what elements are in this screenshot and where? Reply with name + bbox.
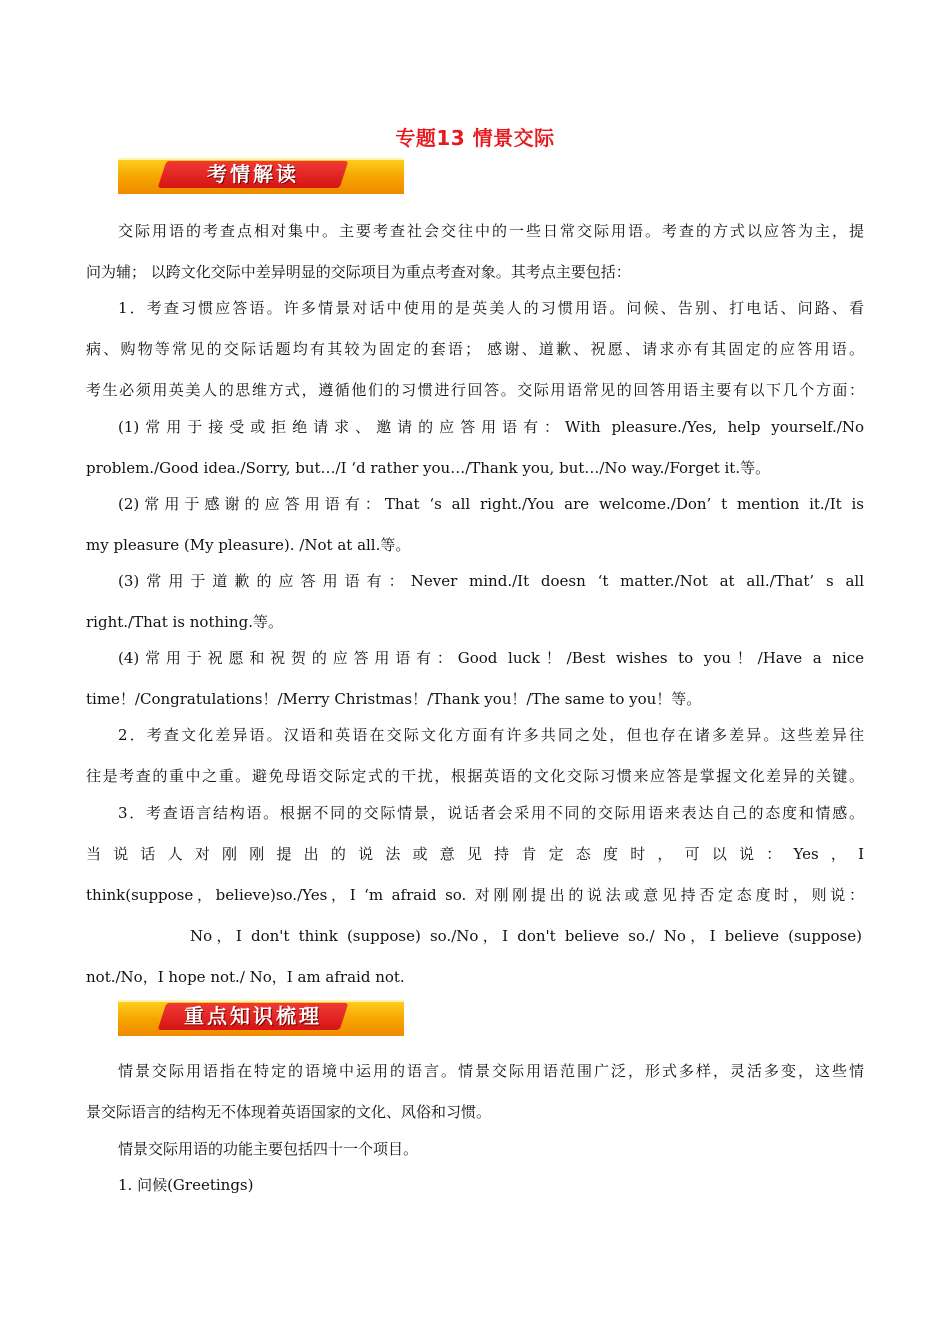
paragraph-line: right./That is nothing.等。 [86, 613, 283, 631]
section-banner-key-knowledge [118, 1000, 404, 1036]
banner-label: 考情解读 [207, 162, 299, 186]
paragraph-line: 问为辅； 以跨文化交际中差异明显的交际项目为重点考查对象。其考点主要包括： [86, 263, 631, 281]
paragraph-line: think(suppose，believe)so./Yes，I ‘m afraid so. 对刚刚提出的说法或意见持否定态度时，则说： [86, 886, 864, 904]
paragraph-line: (4)常用于祝愿和祝贺的应答用语有：Good luck！/Best wishes to you！/Have a nice [118, 649, 864, 667]
paragraph-line: my pleasure (My pleasure). /Not at all.等。 [86, 536, 411, 554]
page-title: 专题13 情景交际 [395, 126, 555, 150]
paragraph-line: (2)常用于感谢的应答用语有：That ‘s all right./You are welcome./Don’ t mention it./It is [118, 495, 864, 513]
paragraph-line: No，I don't think (suppose) so./No，I don't believe so./ No，I believe (suppose) [190, 927, 862, 945]
paragraph-line: 3．考查语言结构语。根据不同的交际情景，说话者会采用不同的交际用语来表达自己的态度和情感。 [118, 804, 864, 822]
paragraph-line: 1. 问候(Greetings) [118, 1176, 254, 1194]
paragraph-line: 交际用语的考查点相对集中。主要考查社会交往中的一些日常交际用语。考查的方式以应答为主，提 [118, 222, 864, 240]
paragraph-line: 情景交际用语的功能主要包括四十一个项目。 [118, 1140, 419, 1158]
paragraph-line: 往是考查的重中之重。避免母语交际定式的干扰，根据英语的文化交际习惯来应答是掌握文化差异的关键。 [86, 767, 864, 785]
paragraph-line: (3)常用于道歉的应答用语有：Never mind./It doesn ‘t matter./Not at all./That’ s all [118, 572, 864, 590]
banner-label: 重点知识梳理 [184, 1004, 322, 1028]
paragraph-line: 情景交际用语指在特定的语境中运用的语言。情景交际用语范围广泛，形式多样，灵活多变，这些情 [118, 1062, 864, 1080]
paragraph-line: problem./Good idea./Sorry, but…/I ‘d rather you…/Thank you, but…/No way./Forget it.等。 [86, 459, 771, 477]
paragraph-line: 当说话人对刚刚提出的说法或意见持肯定态度时，可以说：Yes，I [86, 845, 864, 863]
paragraph-line: not./No，I hope not./ No，I am afraid not. [86, 968, 405, 986]
paragraph-line: (1)常用于接受或拒绝请求、邀请的应答用语有：With pleasure./Yes, help yourself./No [118, 418, 864, 436]
paragraph-line: 景交际语言的结构无不体现着英语国家的文化、风俗和习惯。 [86, 1103, 492, 1121]
paragraph-line: 2．考查文化差异语。汉语和英语在交际文化方面有许多共同之处，但也存在诸多差异。这些差异往 [118, 726, 864, 744]
paragraph-line: 病、购物等常见的交际话题均有其较为固定的套语； 感谢、道歉、祝愿、请求亦有其固定的应答用语。 [86, 340, 864, 358]
section-banner-exam-analysis [118, 158, 404, 194]
paragraph-line: 考生必须用英美人的思维方式，遵循他们的习惯进行回答。交际用语常见的回答用语主要有以下几个方面： [86, 381, 864, 399]
paragraph-line: 1．考查习惯应答语。许多情景对话中使用的是英美人的习惯用语。问候、告别、打电话、问路、看 [118, 299, 864, 317]
paragraph-line: time！/Congratulations！/Merry Christmas！/Thank you！/The same to you！等。 [86, 690, 702, 708]
